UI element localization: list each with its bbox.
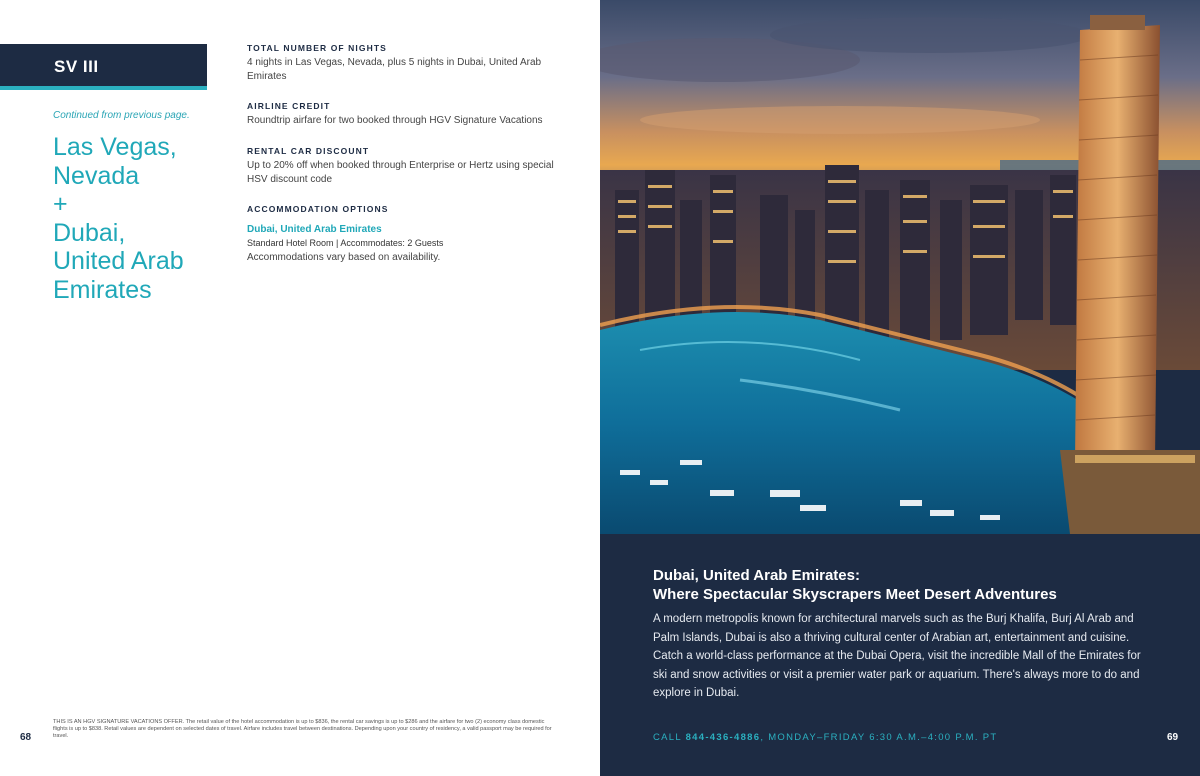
call-prefix: CALL: [653, 732, 686, 743]
continued-note: Continued from previous page.: [53, 110, 190, 121]
skyline-illustration: [600, 0, 1200, 534]
destination-line: United Arab: [53, 247, 184, 275]
accommodation-note: Accommodations vary based on availability.: [247, 252, 441, 263]
destination-line: +: [53, 190, 68, 218]
section-tab: [0, 44, 207, 90]
disclaimer: THIS IS AN HGV SIGNATURE VACATIONS OFFER. The retail value of the hotel accommodation is up to $836, the rental car savings is up to $286 and the airfare for two (2) economy class domestic flights is up to $838. Retail values are dependent on selected dates of travel. Airfare includes travel between destinations. Depending upon your country of residency, a valid passport may be required for travel.: [53, 719, 552, 739]
destination-line: Las Vegas,: [53, 133, 177, 161]
destination-line: Nevada: [53, 161, 140, 190]
airline-section: [247, 101, 557, 128]
nights-heading: TOTAL NUMBER OF NIGHTS: [247, 43, 387, 53]
nights-text: 4 nights in Las Vegas, Nevada, plus 5 nights in Dubai, United Arab Emirates: [247, 57, 542, 82]
accommodation-section: [247, 204, 557, 263]
article: [653, 567, 1153, 703]
article-title-line: Dubai, United Arab Emirates:: [653, 567, 860, 584]
section-tab-label: SV III: [54, 57, 99, 76]
rental-section: [247, 146, 557, 187]
rental-text: Up to 20% off when booked through Enterprise or Hertz using special HSV discount code: [247, 160, 554, 185]
article-title: [653, 567, 1153, 604]
call-phone[interactable]: 844-436-4886: [685, 732, 761, 743]
call-line: [653, 732, 998, 743]
accommodation-room: Standard Hotel Room | Accommodates: 2 Guests: [247, 238, 444, 248]
nights-section: [247, 43, 557, 84]
call-hours: , MONDAY–FRIDAY 6:30 A.M.–4:00 P.M. PT: [760, 732, 998, 743]
accommodation-destination: Dubai, United Arab Emirates: [247, 224, 382, 235]
accommodation-heading: ACCOMMODATION OPTIONS: [247, 204, 389, 214]
article-body: A modern metropolis known for architectural marvels such as the Burj Khalifa, Burj Al Arab and Palm Islands, Dubai is also a thriving cultural center of Arabian art, entertainment and cuisine. Catch a world-class performance at the Dubai Opera, visit the incredible Mall of the Emirates for ski and snow activities or visit a premier water park or aquarium. There's always more to do and explore in Dubai.: [653, 613, 1141, 699]
destination-line: Dubai,: [53, 218, 126, 247]
page-number-right: 69: [1167, 732, 1179, 743]
rental-heading: RENTAL CAR DISCOUNT: [247, 146, 370, 156]
destination-title: [53, 133, 228, 304]
article-title-line: Where Spectacular Skyscrapers Meet Desert Adventures: [653, 585, 1057, 603]
right-page: [600, 0, 1200, 776]
page-number-left: 68: [20, 732, 32, 743]
airline-heading: AIRLINE CREDIT: [247, 101, 331, 111]
airline-text: Roundtrip airfare for two booked through HGV Signature Vacations: [247, 115, 543, 126]
destination-line: Emirates: [53, 275, 152, 304]
dubai-marina-photo: [600, 0, 1200, 534]
